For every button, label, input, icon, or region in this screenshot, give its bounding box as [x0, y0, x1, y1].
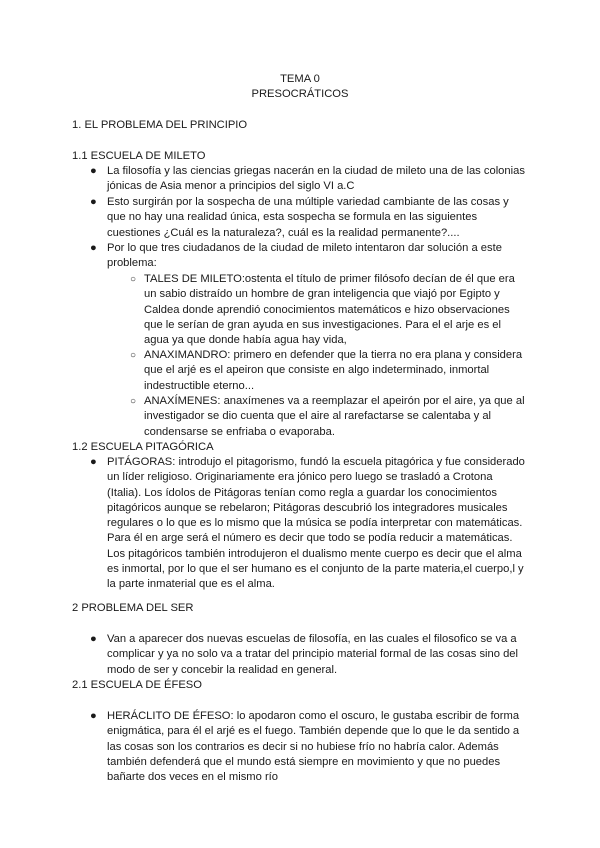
bullet-icon: ● — [90, 242, 97, 254]
sub-list-item-anaximandro: ANAXIMANDRO: primero en defender que la tierra no era plana y considera que el arjé es el apeiron que consiste en algo indeterminado, inmortal indestructible eterno... — [144, 349, 523, 392]
sub-list-item-anaximenes: ANAXÍMENES: anaxímenes va a reemplazar el apeirón por el aire, ya que al investigador se dio cuenta que el aire al rarefactarse se calentaba y al condensarse se enfriaba o evaporaba. — [144, 395, 525, 438]
sub-list-item-tales: TALES DE MILETO:ostenta el título de primer filósofo decían de él que era un sabio distraído un hombre de gran inteligencia que viajó por Egipto y Caldea donde aprendió conocimientos matemáticos e hizo observaciones que le serían de gran ayuda en sus investigaciones. Para el el arje es el agua ya que donde había agua hay vida, — [144, 273, 515, 347]
list-item-pitagoras: PITÁGORAS: introdujo el pitagorismo, fundó la escuela pitagórica y fue considerado un líder religioso. Originariamente era jónico pero luego se trasladó a Crotona (Italia). Los ídolos de Pitágoras tenían como regla a guardar los conocimientos pitagóricos aunque se rebelaron; Pitágoras descubrió los integradores musicales regulares o lo que es lo mismo que la música se podía interpretar con matemáticas. Para él en arge será el número es decir que todo se podía reducir a matemáticas. Los pitagóricos también introdujeron el dualismo mente cuerpo es decir que el alma es inmortal, por lo que el ser humano es el conjunto de la parte materia,el cuerpo,l y la parte inmaterial que es el alma. — [107, 456, 525, 591]
list-item: Por lo que tres ciudadanos de la ciudad de mileto intentaron dar solución a este problema: — [107, 242, 502, 270]
list-item: Esto surgirán por la sospecha de una múltiple variedad cambiante de las cosas y que no hay una realidad única, esta sospecha se formula en las siguientes cuestiones ¿Cuál es la naturaleza?, cuál es la realidad permanente?.... — [107, 196, 509, 239]
section-heading-1: 1. EL PROBLEMA DEL PRINCIPIO — [72, 119, 248, 131]
bullet-icon: ● — [90, 165, 97, 177]
section-heading-1-1: 1.1 ESCUELA DE MILETO — [72, 150, 206, 162]
sub-bullet-icon: ○ — [129, 274, 137, 285]
doc-title: TEMA 0 — [280, 73, 320, 85]
list-item-heraclito: HERÁCLITO DE ÉFESO: lo apodaron como el oscuro, le gustaba escribir de forma enigmática, para él el arjé es el fuego. También depende que lo que le da sentido a las cosas son los contrarios es decir si no hubiese frío no habría calor. Además también defenderá que el mundo está siempre en movimiento y que no puedes bañarte dos veces en el mismo río — [107, 710, 520, 784]
list-item: La filosofía y las ciencias griegas nacerán en la ciudad de mileto una de las colonias jónicas de Asia menor a principios del siglo VI a.C — [107, 165, 525, 193]
section-heading-1-2: 1.2 ESCUELA PITAGÓRICA — [72, 441, 214, 453]
bullet-icon: ● — [90, 196, 97, 208]
sub-bullet-icon: ○ — [129, 350, 137, 361]
section-heading-2-1: 2.1 ESCUELA DE ÉFESO — [72, 679, 202, 691]
sub-bullet-icon: ○ — [129, 396, 137, 407]
list-item-escuelas: Van a aparecer dos nuevas escuelas de filosofía, en las cuales el filosofico se va a complicar y ya no solo va a tratar del principio material formal de las cosas sino del modo de ser y concebir la realidad en general. — [107, 633, 519, 676]
section-heading-2: 2 PROBLEMA DEL SER — [72, 602, 194, 614]
bullet-icon: ● — [90, 710, 97, 722]
bullet-icon: ● — [90, 456, 97, 468]
bullet-icon: ● — [90, 633, 97, 645]
doc-subtitle: PRESOCRÁTICOS — [251, 88, 349, 100]
